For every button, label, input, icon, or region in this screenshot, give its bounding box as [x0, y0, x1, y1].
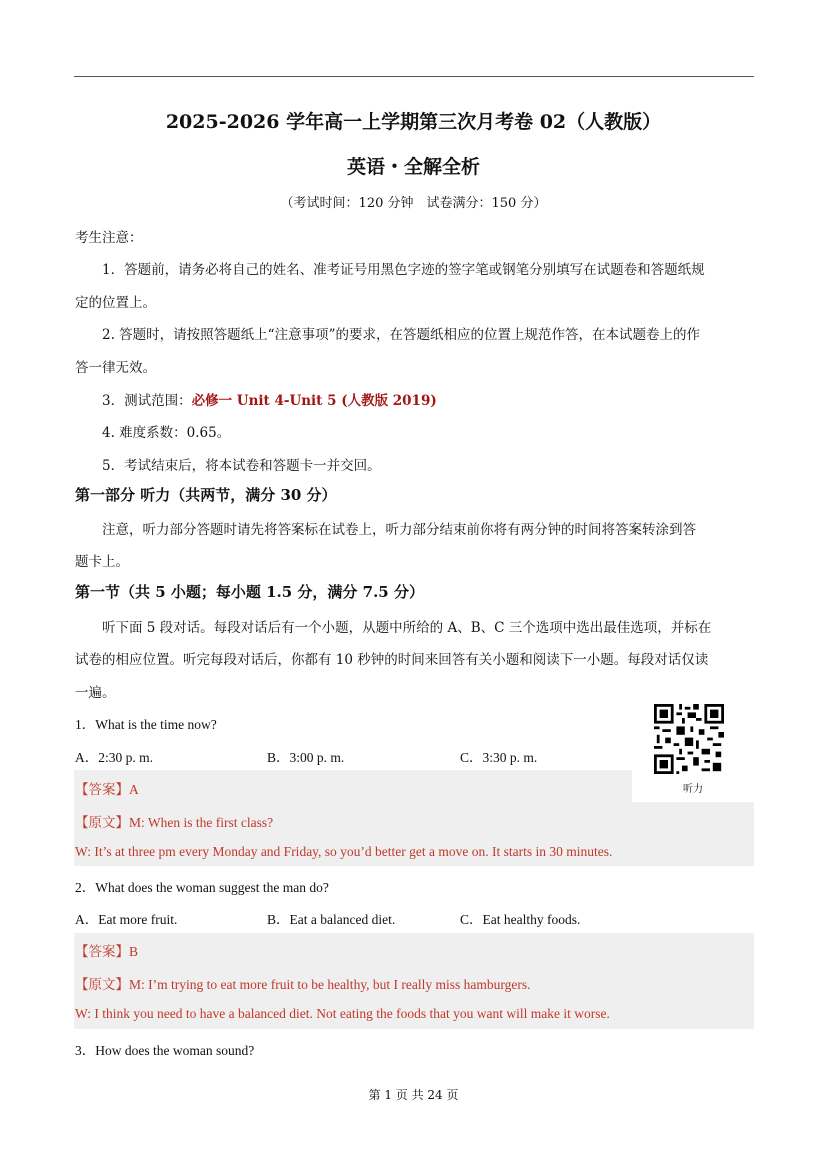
answer-value: B: [129, 944, 139, 959]
part-1-note-line-1: 注意，听力部分答题时请先将答案标在试卷上，听力部分结束前你将有两分钟的时间将答案转涂到答: [102, 522, 696, 538]
section-1-instruction-line-3: 一遍。: [75, 685, 116, 701]
qr-code-icon: [654, 704, 724, 774]
question-1-script-line-2: W: It’s at three pm every Monday and Friday, so you’d better get a move on. It starts in 30 minutes.: [75, 844, 613, 859]
section-1-heading: 第一节（共 5 小题；每小题 1.5 分，满分 7.5 分）: [75, 583, 424, 601]
note-item-4: 4. 难度系数：0.65。: [102, 425, 231, 441]
question-1-stem: 1．What is the time now?: [75, 717, 217, 732]
note-item-5: 5．考试结束后，将本试卷和答题卡一并交回。: [102, 458, 381, 474]
note-item-2-line-1: 2. 答题时，请按照答题纸上“注意事项”的要求，在答题纸相应的位置上规范作答，在本试题卷上的作: [102, 327, 700, 343]
exam-info: （考试时间：120 分钟 试卷满分：150 分）: [280, 196, 547, 211]
script-tag: 【原文】: [75, 815, 129, 830]
question-1-option-a: A．2:30 p. m.: [75, 750, 154, 765]
question-2-script-line-1: [75, 973, 531, 993]
document-subtitle: 英语・全解全析: [346, 156, 480, 178]
script-text: M: I’m trying to eat more fruit to be healthy, but I really miss hamburgers.: [129, 977, 531, 992]
page-footer: 第 1 页 共 24 页: [368, 1088, 459, 1102]
note-item-3: [102, 389, 437, 409]
script-text: M: When is the first class?: [129, 815, 274, 830]
note-item-3-prefix: 3．测试范围：: [102, 393, 192, 409]
listening-qr-block: [632, 700, 754, 802]
question-1-option-c: C．3:30 p. m.: [460, 750, 538, 765]
document-title: 2025-2026 学年高一上学期第三次月考卷 02（人教版）: [165, 111, 662, 133]
answer-tag: 【答案】: [75, 782, 129, 797]
question-3-stem: 3．How does the woman sound?: [75, 1043, 255, 1058]
question-2-option-a: A．Eat more fruit.: [75, 912, 178, 927]
header-rule: [74, 76, 754, 77]
note-item-1-line-2: 定的位置上。: [75, 295, 156, 311]
answer-tag: 【答案】: [75, 944, 129, 959]
question-1-answer: [75, 778, 139, 798]
section-1-instruction-line-1: 听下面 5 段对话。每段对话后有一个小题，从题中所给的 A、B、C 三个选项中选出最佳选项，并标在: [102, 620, 712, 636]
question-1-script-line-1: [75, 811, 273, 831]
notes-heading: 考生注意：: [75, 230, 143, 246]
qr-label: 听力: [683, 784, 703, 795]
question-2-script-line-2: W: I think you need to have a balanced diet. Not eating the foods that you want will make it worse.: [75, 1006, 610, 1021]
part-1-note-line-2: 题卡上。: [75, 554, 129, 570]
question-1-option-b: B．3:00 p. m.: [267, 750, 345, 765]
note-item-2-line-2: 答一律无效。: [75, 360, 156, 376]
test-range: 必修一 Unit 4-Unit 5 (人教版 2019): [191, 393, 437, 409]
question-2-option-b: B．Eat a balanced diet.: [267, 912, 396, 927]
note-item-1-line-1: 1．答题前，请务必将自己的姓名、准考证号用黑色字迹的签字笔或钢笔分别填写在试题卷和答题纸规: [102, 262, 705, 278]
section-1-instruction-line-2: 试卷的相应位置。听完每段对话后，你都有 10 秒钟的时间来回答有关小题和阅读下一小题。每段对话仅读: [75, 652, 709, 668]
question-2-option-c: C．Eat healthy foods.: [460, 912, 581, 927]
part-1-heading: 第一部分 听力（共两节，满分 30 分）: [75, 486, 337, 504]
question-2-stem: 2．What does the woman suggest the man do?: [75, 880, 329, 895]
script-tag: 【原文】: [75, 977, 129, 992]
answer-value: A: [129, 782, 139, 797]
question-2-answer: [75, 940, 138, 960]
